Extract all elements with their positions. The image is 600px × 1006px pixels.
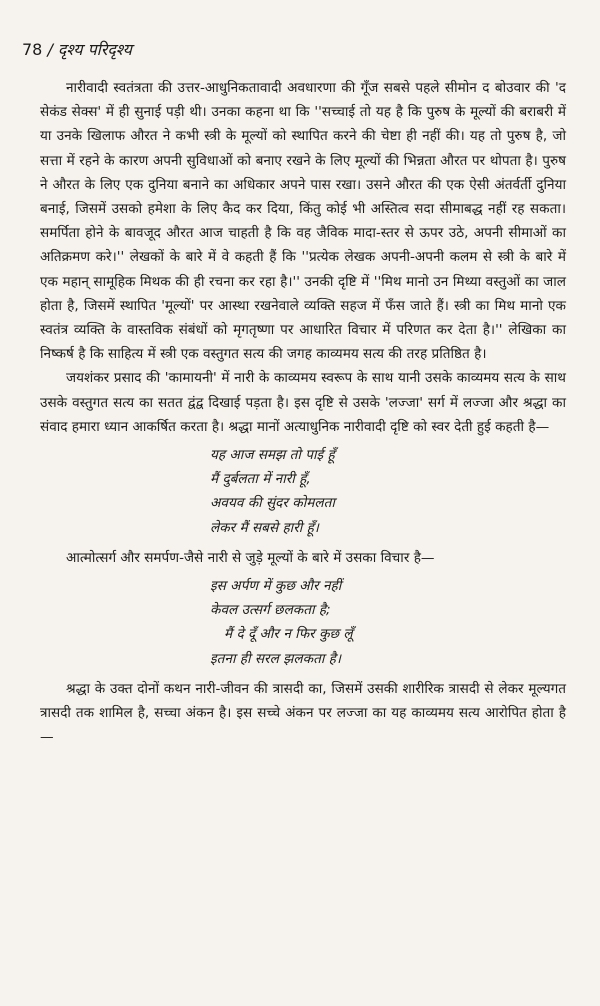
poem-line: इतना ही सरल झलकता है। xyxy=(210,650,342,667)
poem-line: मैं दुर्बलता में नारी हूँ, xyxy=(210,471,311,488)
book-title: दृश्य परिदृश्य xyxy=(57,40,132,59)
page-number: 78 xyxy=(22,40,43,59)
poem-line: अवयव की सुंदर कोमलता xyxy=(210,495,335,512)
poem-quote-2 xyxy=(210,574,566,671)
poem-line: यह आज समझ तो पाई हूँ xyxy=(210,447,335,464)
poem-line: इस अर्पण में कुछ और नहीं xyxy=(210,578,342,595)
poem-line: लेकर मैं सबसे हारी हूँ। xyxy=(210,519,319,536)
paragraph-2: जयशंकर प्रसाद की 'कामायनी' में नारी के काव्यमय स्वरूप के साथ यानी उसके काव्यमय सत्य के साथ उसके वस्तुगत सत्य का सतत द्वंद्व दिखाई पड़ता है। इस दृष्टि से उसके 'लज्जा' सर्ग में लज्जा और श्रद्धा का संवाद हमारा ध्यान आकर्षित करता है। श्रद्धा मानों अत्याधुनिक नारीवादी दृष्टि को स्वर देती हुई कहती है— xyxy=(40,370,566,435)
body-text xyxy=(40,76,566,749)
running-header xyxy=(22,40,132,60)
poem-line: मैं दे दूँ और न फिर कुछ लूँ xyxy=(224,626,353,643)
paragraph-4: श्रद्धा के उक्त दोनों कथन नारी-जीवन की त्रासदी का, जिसमें उसकी शारीरिक त्रासदी से लेकर मूल्यगत त्रासदी तक शामिल है, सच्चा अंकन है। इस सच्चे अंकन पर लज्जा का यह काव्यमय सत्य आरोपित होता है— xyxy=(40,680,566,746)
poem-quote-1 xyxy=(210,443,566,540)
paragraph-1: नारीवादी स्वतंत्रता की उत्तर-आधुनिकतावादी अवधारणा की गूँज सबसे पहले सीमोन द बोउवार की 'द सेकंड सेक्स' में ही सुनाई पड़ी थी। उनका कहना था कि ''सच्चाई तो यह है कि पुरुष के मूल्यों की बराबरी में या उनके खिलाफ औरत ने कभी स्त्री के मूल्यों को स्थापित करने की चेष्टा ही नहीं की। यह तो पुरुष है, जो सत्ता में रहने के कारण अपनी सुविधाओं को बनाए रखने के लिए मूल्यों की भिन्नता औरत पर थोपता है। पुरुष ने औरत के लिए एक दुनिया बनाने का अधिकार अपने पास रखा। उसने औरत की एक ऐसी अंतर्वर्ती दुनिया बनाई, जिसमें उसको हमेशा के लिए कैद कर दिया, किंतु कोई भी अस्तित्व सदा सीमाबद्ध नहीं रह सकता। समर्पिता होने के बावजूद औरत आज चाहती है कि वह जैविक मादा-स्तर से ऊपर उठे, अपनी सीमाओं का अतिक्रमण करे।'' लेखकों के बारे में वे कहती हैं कि ''प्रत्येक लेखक अपनी-अपनी कलम से स्त्री के बारे में एक महान् सामूहिक मिथक की ही रचना कर रहा है।'' उनकी दृष्टि में ''मिथ मानो उन मिथ्या वस्तुओं का जाल होता है, जिसमें स्थापित 'मूल्यों' पर आस्था रखनेवाले व्यक्ति सहज में फँस जाते हैं। स्त्री का मिथ मानो एक स्वतंत्र व्यक्ति के वास्तविक संबंधों को मृगतृष्णा पर आधारित विचार में परिणत कर देता है।'' लेखिका का निष्कर्ष है कि साहित्य में स्त्री एक वस्तुगत सत्य की जगह काव्यमय सत्य की तरह प्रतिष्ठित है। xyxy=(40,80,566,363)
poem-line: केवल उत्सर्ग छलकता है; xyxy=(210,602,331,619)
paragraph-3: आत्मोत्सर्ग और समर्पण-जैसे नारी से जुड़े मूल्यों के बारे में उसका विचार है— xyxy=(66,549,435,566)
header-separator: / xyxy=(42,40,58,59)
